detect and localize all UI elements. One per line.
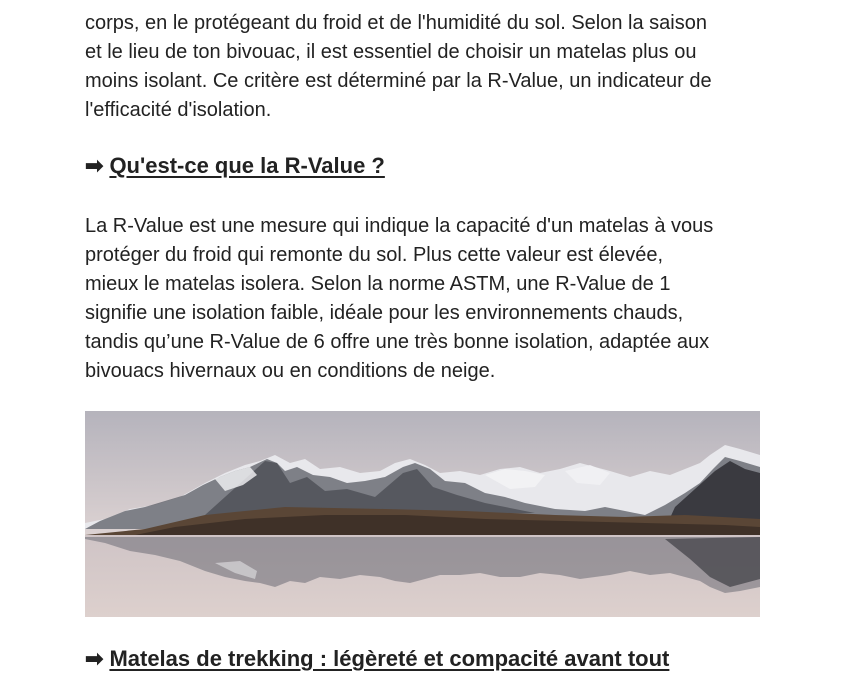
rvalue-paragraph (85, 212, 713, 386)
intro-line: l'efficacité d'isolation. (85, 99, 272, 121)
rvalue-line: tandis qu’une R-Value de 6 offre une très bonne isolation, adaptée aux (85, 331, 710, 353)
rvalue-heading[interactable] (85, 152, 385, 180)
mountain-lake-panorama-image (85, 411, 760, 617)
intro-line: moins isolant. Ce critère est déterminé par la R-Value, un indicateur de (85, 70, 712, 92)
rvalue-line: bivouacs hivernaux ou en conditions de neige. (85, 360, 496, 382)
intro-line: et le lieu de ton bivouac, il est essentiel de choisir un matelas plus ou (85, 41, 697, 63)
intro-paragraph (85, 0, 712, 125)
rvalue-line: signifie une isolation faible, idéale pour les environnements chauds, (85, 302, 684, 324)
arrow-right-icon: ➡ (85, 153, 104, 178)
intro-line: corps, en le protégeant du froid et de l'humidité du sol. Selon la saison (85, 12, 707, 34)
rvalue-line: La R-Value est une mesure qui indique la capacité d'un matelas à vous (85, 215, 714, 237)
rvalue-heading-link[interactable]: Qu'est-ce que la R-Value ? (109, 153, 385, 178)
rvalue-line: protéger du froid qui remonte du sol. Plus cette valeur est élevée, (85, 244, 664, 266)
trekking-heading[interactable] (85, 645, 669, 673)
trekking-heading-link[interactable]: Matelas de trekking : légèreté et compacité avant tout (109, 646, 670, 671)
rvalue-line: mieux le matelas isolera. Selon la norme ASTM, une R-Value de 1 (85, 273, 671, 295)
arrow-right-icon: ➡ (85, 646, 104, 671)
